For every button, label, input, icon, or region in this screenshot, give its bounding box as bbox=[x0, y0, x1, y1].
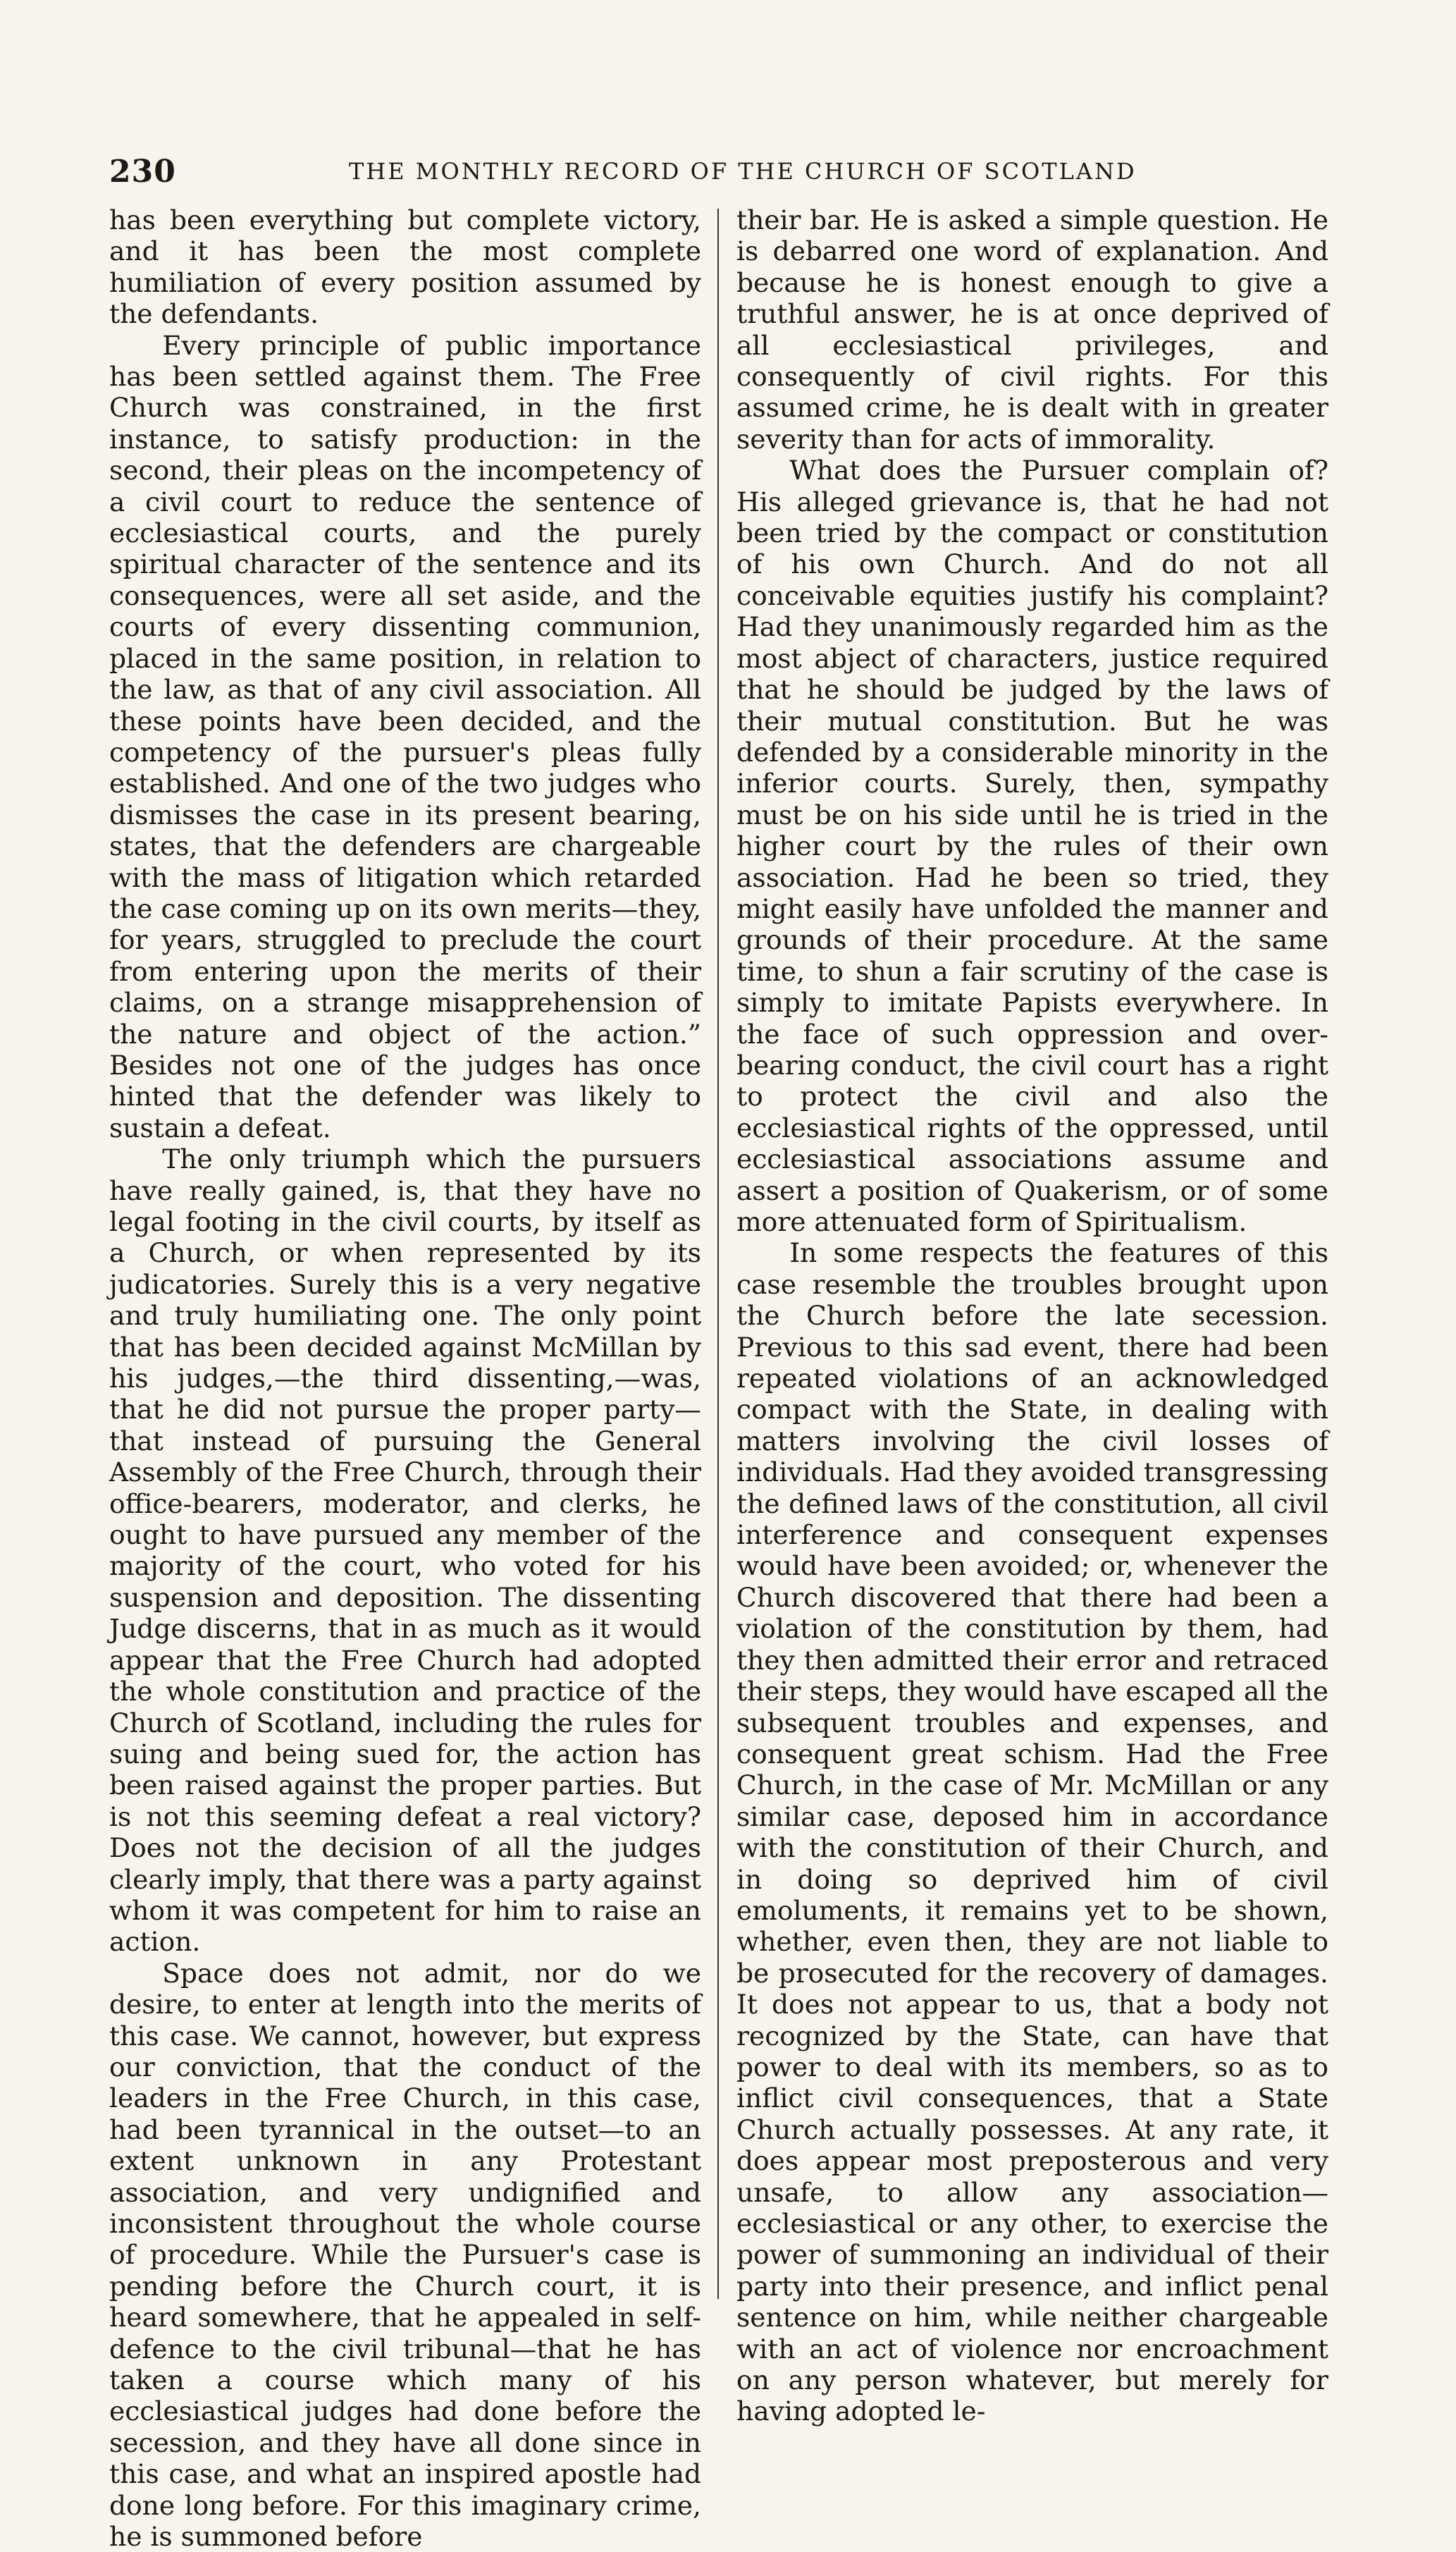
right-column bbox=[736, 204, 1328, 2427]
paragraph: has been everything but complete victory, and it has been the most complete humiliation of every position assumed by the defendants. bbox=[109, 204, 701, 330]
paragraph: their bar. He is asked a simple question. He is debarred one word of explanation. And because he is honest enough to give a truthful answer, he is at once deprived of all ecclesiastical privileges, and consequently of civil rights. For this assumed crime, he is dealt with in greater severity than for acts of immorality. bbox=[736, 204, 1328, 455]
left-column bbox=[109, 204, 701, 2552]
column-divider bbox=[717, 209, 719, 2299]
running-title: THE MONTHLY RECORD OF THE CHURCH OF SCOTLAND bbox=[349, 158, 1137, 185]
paragraph: Every principle of public importance has been settled against them. The Free Church was constrained, in the first instance, to satisfy production: in the second, their pleas on the incompetency of a civil court to reduce the sentence of ecclesiastical courts, and the purely spiritual character of the sentence and its consequences, were all set aside, and the courts of every dissenting communion, placed in the same position, in relation to the law, as that of any civil association. All these points have been decided, and the competency of the pursuer's pleas fully established. And one of the two judges who dismisses the case in its present bearing, states, that the defenders are chargeable with the mass of litigation which retarded the case coming up on its own merits—they, for years, struggled to preclude the court from entering upon the merits of their claims, on a strange misapprehension of the nature and object of the action.” Besides not one of the judges has once hinted that the defender was likely to sustain a defeat. bbox=[109, 329, 701, 1143]
paragraph: In some respects the features of this case resemble the troubles brought upon the Church before the late secession. Previous to this sad event, there had been repeated violations of an acknowledged compact with the State, in dealing with matters involving the civil losses of individuals. Had they avoided transgressing the defined laws of the constitution, all civil interference and consequent expenses would have been avoided; or, whenever the Church discovered that there had been a violation of the constitution by them, had they then admitted their error and retraced their steps, they would have escaped all the subsequent troubles and expenses, and consequent great schism. Had the Free Church, in the case of Mr. McMillan or any similar case, deposed him in accordance with the constitution of their Church, and in doing so deprived him of civil emoluments, it remains yet to be shown, whether, even then, they are not liable to be prosecuted for the recovery of damages. It does not appear to us, that a body not recognized by the State, can have that power to deal with its members, so as to inflict civil consequences, that a State Church actually possesses. At any rate, it does appear most preposterous and very unsafe, to allow any association—ecclesiastical or any other, to exercise the power of summoning an individual of their party into their presence, and inflict penal sentence on him, while neither chargeable with an act of violence nor encroachment on any person whatever, but merely for having adopted le- bbox=[736, 1237, 1328, 2427]
page-header bbox=[109, 154, 1328, 196]
page-number: 230 bbox=[109, 154, 176, 190]
paragraph: Space does not admit, nor do we desire, to enter at length into the merits of this case. We cannot, however, but express our conviction, that the conduct of the leaders in the Free Church, in this case, had been tyrannical in the outset—to an extent unknown in any Protestant association, and very undignified and inconsistent throughout the whole course of procedure. While the Pursuer's case is pending before the Church court, it is heard somewhere, that he appealed in self-defence to the civil tribunal—that he has taken a course which many of his ecclesiastical judges had done before the secession, and they have all done since in this case, and what an inspired apostle had done long before. For this imaginary crime, he is summoned before bbox=[109, 1957, 701, 2552]
paragraph: What does the Pursuer complain of? His alleged grievance is, that he had not been tried by the compact or constitution of his own Church. And do not all conceivable equities justify his complaint? Had they unanimously regarded him as the most abject of characters, justice required that he should be judged by the laws of their mutual constitution. But he was defended by a considerable minority in the inferior courts. Surely, then, sympathy must be on his side until he is tried in the higher court by the rules of their own association. Had he been so tried, they might easily have unfolded the manner and grounds of their procedure. At the same time, to shun a fair scrutiny of the case is simply to imitate Papists everywhere. In the face of such oppression and over-bearing conduct, the civil court has a right to protect the civil and also the ecclesiastical rights of the oppressed, until ecclesiastical associations assume and assert a position of Quakerism, or of some more attenuated form of Spiritualism. bbox=[736, 455, 1328, 1237]
text-columns bbox=[109, 204, 1328, 2552]
paragraph: The only triumph which the pursuers have really gained, is, that they have no legal footing in the civil courts, by itself as a Church, or when represented by its judicatories. Surely this is a very negative and truly humiliating one. The only point that has been decided against McMillan by his judges,—the third dissenting,—was, that he did not pursue the proper party—that instead of pursuing the General Assembly of the Free Church, through their office-bearers, moderator, and clerks, he ought to have pursued any member of the majority of the court, who voted for his suspension and deposition. The dissenting Judge discerns, that in as much as it would appear that the Free Church had adopted the whole constitution and practice of the Church of Scotland, including the rules for suing and being sued for, the action has been raised against the proper parties. But is not this seeming defeat a real victory? Does not the decision of all the judges clearly imply, that there was a party against whom it was competent for him to raise an action. bbox=[109, 1143, 701, 1958]
